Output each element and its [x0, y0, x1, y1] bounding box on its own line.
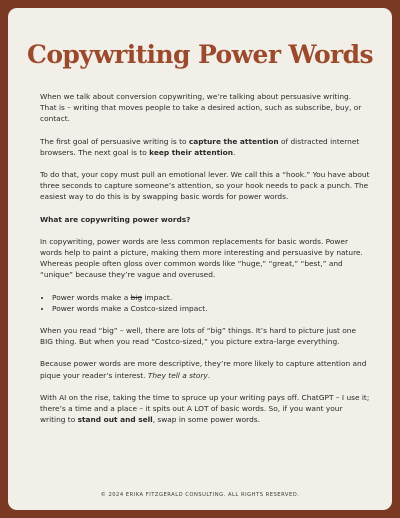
struck-word: big — [130, 292, 143, 302]
article-body — [40, 91, 370, 436]
bullet-1-text: Power words make a — [52, 292, 131, 302]
example-list — [40, 292, 370, 314]
capture-attention-emphasis: capture the attention — [188, 136, 279, 146]
stand-out-emphasis: stand out and sell — [77, 415, 153, 425]
intro-paragraph: When we talk about conversion copywriting, we’re talking about persuasive writing. That is – writing that moves people to take a desired action, such as subscribe, buy, or contact. — [40, 92, 362, 124]
ai-paragraph — [40, 392, 370, 426]
document-page — [8, 8, 392, 510]
goals-text-3: . — [233, 147, 236, 157]
keep-attention-emphasis: keep their attention — [149, 147, 234, 157]
ai-end: , swap in some power words. — [152, 415, 260, 425]
goals-text-2: of distracted internet browsers. The next goal is to — [40, 136, 360, 157]
ai-text: With AI on the rise, taking the time to spruce up your writing pays off. ChatGPT – I use it; there’s a time and a place – it spits out A LOT of basic words. So, if you want your writing to — [40, 392, 370, 425]
descriptive-text: Because power words are more descriptive, they’re more likely to capture attention and pique your reader’s interest. — [40, 359, 367, 380]
list-item: • Power words make a Costco-sized impact. — [52, 303, 370, 314]
descriptive-end: . — [207, 370, 211, 380]
list-item — [52, 292, 370, 303]
tell-story-emphasis: They tell a story — [147, 370, 208, 380]
hook-paragraph: To do that, your copy must pull an emotional lever. We call this a “hook.” You have about three seconds to capture someone’s attention, so your hook needs to pack a punch. The easiest way to do this is by swapping basic words for power words. — [40, 170, 370, 202]
definition-paragraph: In copywriting, power words are less common replacements for basic words. Power words help to paint a picture, making them more interesting and persuasive by nature. Whereas people often gloss over common words like “huge,” “great,” “best,” and “unique” because they’re vague and overused. — [40, 236, 363, 280]
section-heading: What are copywriting power words? — [40, 214, 191, 224]
big-paragraph: When you read “big” – well, there are lots of “big” things. It’s hard to picture just one BIG thing. But when you read “Costco-sized,” you picture extra-large everything. — [40, 326, 357, 347]
goals-paragraph — [40, 136, 370, 158]
page-title: Copywriting Power Words — [27, 40, 373, 69]
bullet-1-end: impact. — [142, 292, 173, 302]
descriptive-paragraph — [40, 358, 370, 380]
copyright-footer: © 2024 ERIKA FITZGERALD CONSULTING. ALL RIGHTS RESERVED. — [100, 492, 300, 498]
goals-text-1: The first goal of persuasive writing is to — [40, 136, 189, 146]
